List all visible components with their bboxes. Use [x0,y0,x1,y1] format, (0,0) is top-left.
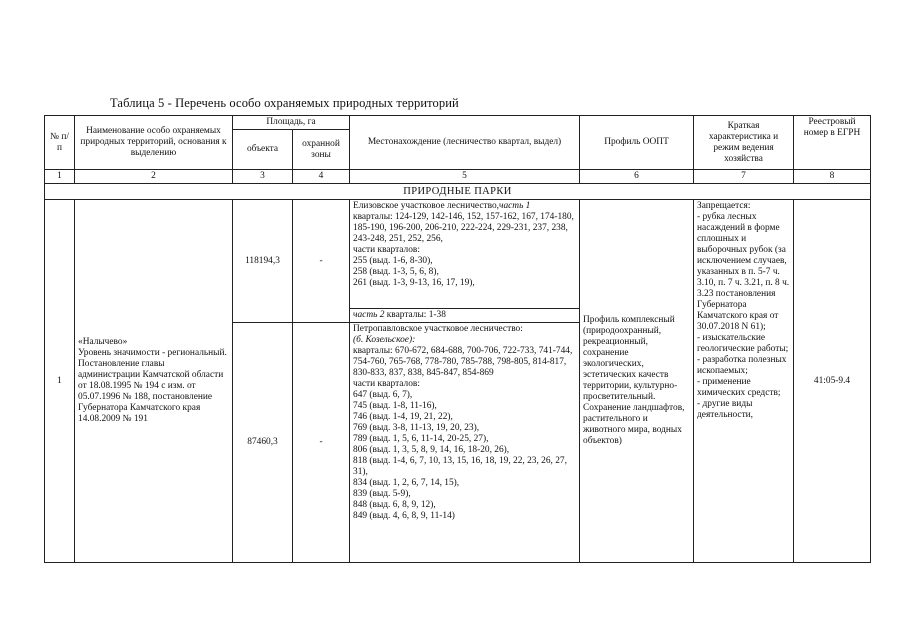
col-number: 1 [45,170,75,184]
location-1-part: часть 1 [498,201,531,211]
col-number: 8 [794,170,871,184]
header-location: Местонахождение (лесничество квартал, выдел) [350,116,580,170]
col-number: 7 [694,170,794,184]
area-object-2: 87460,3 [233,323,293,563]
section-title: ПРИРОДНЫЕ ПАРКИ [45,184,871,200]
table-row [45,200,871,309]
location-1-head: Елизовское участковое лесничество, [353,201,499,211]
area-zone-1: - [293,200,350,323]
location-2 [350,323,580,563]
col-number: 3 [233,170,293,184]
location-2-sub: (б. Козельское): [353,335,416,345]
header-row-1 [45,116,871,130]
location-2-head: Петропавловское участковое лесничество: [353,324,523,334]
location-1-body: кварталы: 124-129, 142-146, 152, 157-162, 167, 174-180, 185-190, 196-200, 206-210, 222-224, 229-231, 237, 238, 243-248, 251, 252, 256, части кварталов: 255 (выд. 1-6, 8-30), 258 (выд. 1-3, 5, 6, 8), 261 (выд. 1-3, 9-13, 16, 17, 19), [353,212,574,288]
col-number: 5 [350,170,580,184]
col-number: 4 [293,170,350,184]
header-name: Наименование особо охраняемых природных территорий, основания к выделению [75,116,233,170]
header-regime: Краткая характеристика и режим ведения хозяйства [694,116,794,170]
col-number: 2 [75,170,233,184]
header-profile: Профиль ООПТ [580,116,694,170]
header-area-zone: охранной зоны [293,130,350,170]
header-num: № п/п [45,116,75,170]
location-1-part2 [350,309,580,323]
area-zone-2: - [293,323,350,563]
location-1-part2-text: кварталы: 1-38 [384,310,446,320]
location-1-part2-label: часть 2 [353,310,385,320]
column-numbers-row [45,170,871,184]
table-caption: Таблица 5 - Перечень особо охраняемых природных территорий [110,96,459,110]
regime-cell: Запрещается: - рубка лесных насаждений в форме сплошных и выборочных рубок (за исключением случаев, указанных в п. 5-7 ч. 3.10, п. 7 ч. 3.21, п. 8 ч. 3.23 постановления Губернатора Камчатского края от 30.07.2018 N 61); - изыскательские геологические работы; - разработка полезных ископаемых; - применение химических средств; - другие виды деятельности, [694,200,794,563]
row-num: 1 [45,200,75,563]
protected-areas-table [44,115,871,563]
location-1 [350,200,580,309]
registry-number: 41:05-9.4 [794,200,871,563]
area-name: «Налычево» Уровень значимости - региональный. Постановление главы администрации Камчатской области от 18.08.1995 № 194 с изм. от 05.07.1996 № 188, постановление Губернатора Камчатского края 14.08.2009 № 191 [75,200,233,563]
area-object-1: 118194,3 [233,200,293,323]
header-registry: Реестровый номер в ЕГРН [794,116,871,170]
section-row [45,184,871,200]
profile-cell: Профиль комплексный (природоохранный, рекреационный, сохранение экологических, эстетических качеств территории, культурно-просветительный. Сохранение ландшафтов, растительного и животного мира, водных объектов) [580,200,694,563]
header-area: Площадь, га [233,116,350,130]
col-number: 6 [580,170,694,184]
header-area-object: объекта [233,130,293,170]
location-2-body: кварталы: 670-672, 684-688, 700-706, 722-733, 741-744, 754-760, 765-768, 778-780, 785-788, 798-805, 814-817, 830-833, 837, 838, 845-847, 854-869 части кварталов: 647 (выд. 6, 7), 745 (выд. 1-8, 11-16), 746 (выд. 1-4, 19, 21, 22), 769 (выд. 3-8, 11-13, 19, 20, 23), 789 (выд. 1, 5, 6, 11-14, 20-25, 27), 806 (выд. 1, 3, 5, 8, 9, 14, 16, 18-20, 26), 818 (выд. 1-4, 6, 7, 10, 13, 15, 16, 18, 19, 22, 23, 26, 27, 31), 834 (выд. 1, 2, 6, 7, 14, 15), 839 (выд. 5-9), 848 (выд. 6, 8, 9, 12), 849 (выд. 4, 6, 8, 9, 11-14) [353,346,573,521]
